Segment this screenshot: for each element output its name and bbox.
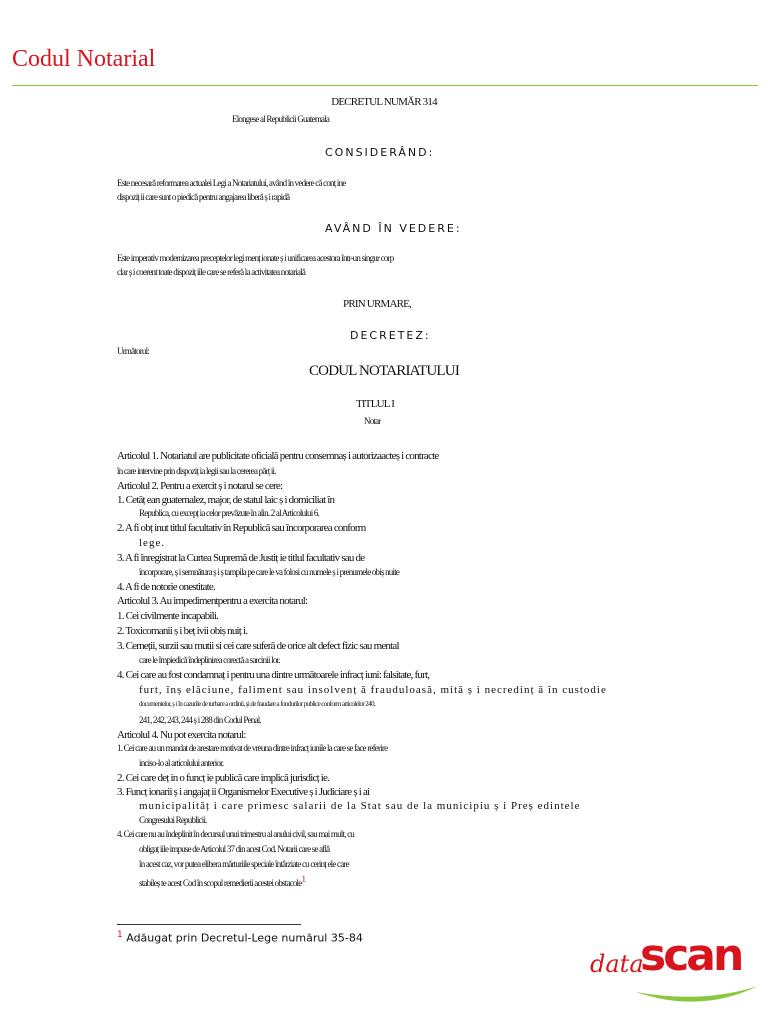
avand-text-1: Este imperativ modernizarea preceptelor legi menț ionate ș i unificarea acestora într-un singur corp: [117, 253, 394, 263]
header-title: Codul Notarial: [12, 46, 156, 72]
list-item: 3. Funcț ionarii ș i angajaț ii Organismelor Executive ș i Judiciare ș i ai: [117, 786, 370, 798]
article-1-line-2: în care intervine prin dispoziț ia legii sau la cererea părț ii.: [117, 466, 276, 476]
footnote-ref[interactable]: 1: [301, 874, 306, 884]
list-item: 1. Cei civilmente incapabili.: [117, 610, 219, 622]
footnote-text: Adăugat prin Decretul-Lege numărul 35-84: [126, 931, 363, 945]
logo-swoosh-icon: [590, 932, 762, 1012]
list-item: în acest caz, vor putea elibera mărturiile speciale întârziate cu cerinț ele care: [139, 859, 349, 869]
avand-heading: AVÂND ÎN VEDERE:: [325, 222, 462, 235]
list-item: care le împiedică îndeplinirea corectă a sarcinii lor.: [139, 655, 280, 665]
list-item: furt, înș elăciune, faliment sau insolvenț ă frauduloasă, mită ș i necredinț ă în custodie: [139, 684, 607, 696]
list-item: 2. Cei care deț in o funcț ie publică care implică jurisdicț ie.: [117, 772, 330, 784]
header-rule: [12, 85, 758, 86]
code-title: CODUL NOTARIATULUI: [308, 363, 460, 379]
list-item: 1. Cei care au un mandat de arestare motivat de vreuna dintre infracț iunile la care se face referire: [117, 743, 388, 753]
list-item: Congresului Republicii.: [139, 815, 207, 825]
footnote-marker: 1: [117, 930, 123, 940]
title-name: Notar: [364, 416, 381, 426]
list-item: lege.: [139, 537, 166, 549]
prin-urmare: PRIN URMARE,: [343, 298, 412, 310]
list-item: obligaț iile impuse de Articolul 37 din acest Cod. Notarii care se află: [139, 844, 330, 854]
title-number: TITLUL I: [356, 398, 395, 410]
list-item: 4. Cei care au fost condamnaț i pentru una dintre următoarele infracț iuni: falsitate, furt,: [117, 669, 430, 681]
list-item: [139, 874, 305, 888]
list-item: 3. A fi înregistrat la Curtea Supremă de Justiț ie titlul facultativ sau de: [117, 552, 365, 564]
list-item: încorporare, ș i semnătura ș i ș tampila pe care le va folosi cu numele ș i prenumele obiș nuite: [139, 567, 400, 577]
considerand-heading: CONSIDERÂND:: [325, 146, 435, 159]
list-item: Republica, cu excepț ia celor prevăzute în alin. 2 al Articolului 6.: [139, 508, 320, 518]
datascan-logo: [590, 932, 762, 1012]
considerand-text-2: dispoziț ii care sunt o piedică pentru angajarea liberă ș i rapidă: [117, 192, 290, 202]
footnote-rule: [117, 924, 301, 925]
footnote: [117, 930, 363, 945]
list-item: 4. Cei care nu au îndeplinit în decursul unui trimestru al anului civil, sau mai mult, cu: [117, 829, 354, 839]
article-4: Articolul 4. Nu pot exercita notarul:: [117, 729, 246, 741]
list-item: inciso-lo al articolului anterior.: [139, 758, 224, 768]
decree-number: DECRETUL NUMĂR 314: [331, 96, 437, 108]
list-item: 2. Toxicomanii ș i beț ivii obiș nuiț i.: [117, 625, 248, 637]
list-item: municipalităț i care primesc salarii de la Stat sau de la municipiu ș i Preș edintele: [139, 800, 581, 812]
considerand-text-1: Este necesară reformarea actualei Legi a Notariatului, având în vedere că conț ine: [117, 178, 346, 188]
list-item: 4. A fi de notorie onestitate.: [117, 581, 215, 593]
decretez-heading: DECRETEZ:: [350, 329, 431, 342]
logo-scan-text: scan: [640, 930, 742, 981]
logo-data-text: data: [590, 950, 644, 978]
list-item: 3. Cerneții, surzii sau mutii si cei care suferă de orice alt defect fizic sau mental: [117, 640, 399, 652]
urmatorul: Următorul:: [117, 346, 149, 356]
list-item-text: stabileș te acest Cod în scopul remedierii acestei obstacole: [139, 878, 302, 888]
avand-text-2: clar ș i coerent toate dispoziț iile care se referă la activitatea notarială: [117, 267, 306, 277]
list-item: documentelor, ș i în cazurile de turbare a ordinii, și de fraudare a fondurilor publice conform articolelor 240,: [139, 700, 376, 708]
decree-subtitle: Elongese al Republicii Guatemala: [232, 114, 330, 124]
article-2: Articolul 2. Pentru a exercit ș i notarul se cere:: [117, 480, 283, 492]
article-3: Articolul 3. Au impedimentpentru a exercita notarul:: [117, 595, 308, 607]
list-item: 1. Cetăț ean guatemalez, major, de statul laic ș i domiciliat în: [117, 494, 335, 506]
list-item: 2. A fi obț inut titlul facultativ în Republică sau încorporarea conform: [117, 522, 366, 534]
article-1-line-1: Articolul 1. Notariatul are publicitate oficială pentru consemnaș i autorizaacteș i contracte: [117, 450, 439, 462]
list-item: 241, 242, 243, 244 ș i 288 din Codul Penal.: [139, 715, 261, 725]
